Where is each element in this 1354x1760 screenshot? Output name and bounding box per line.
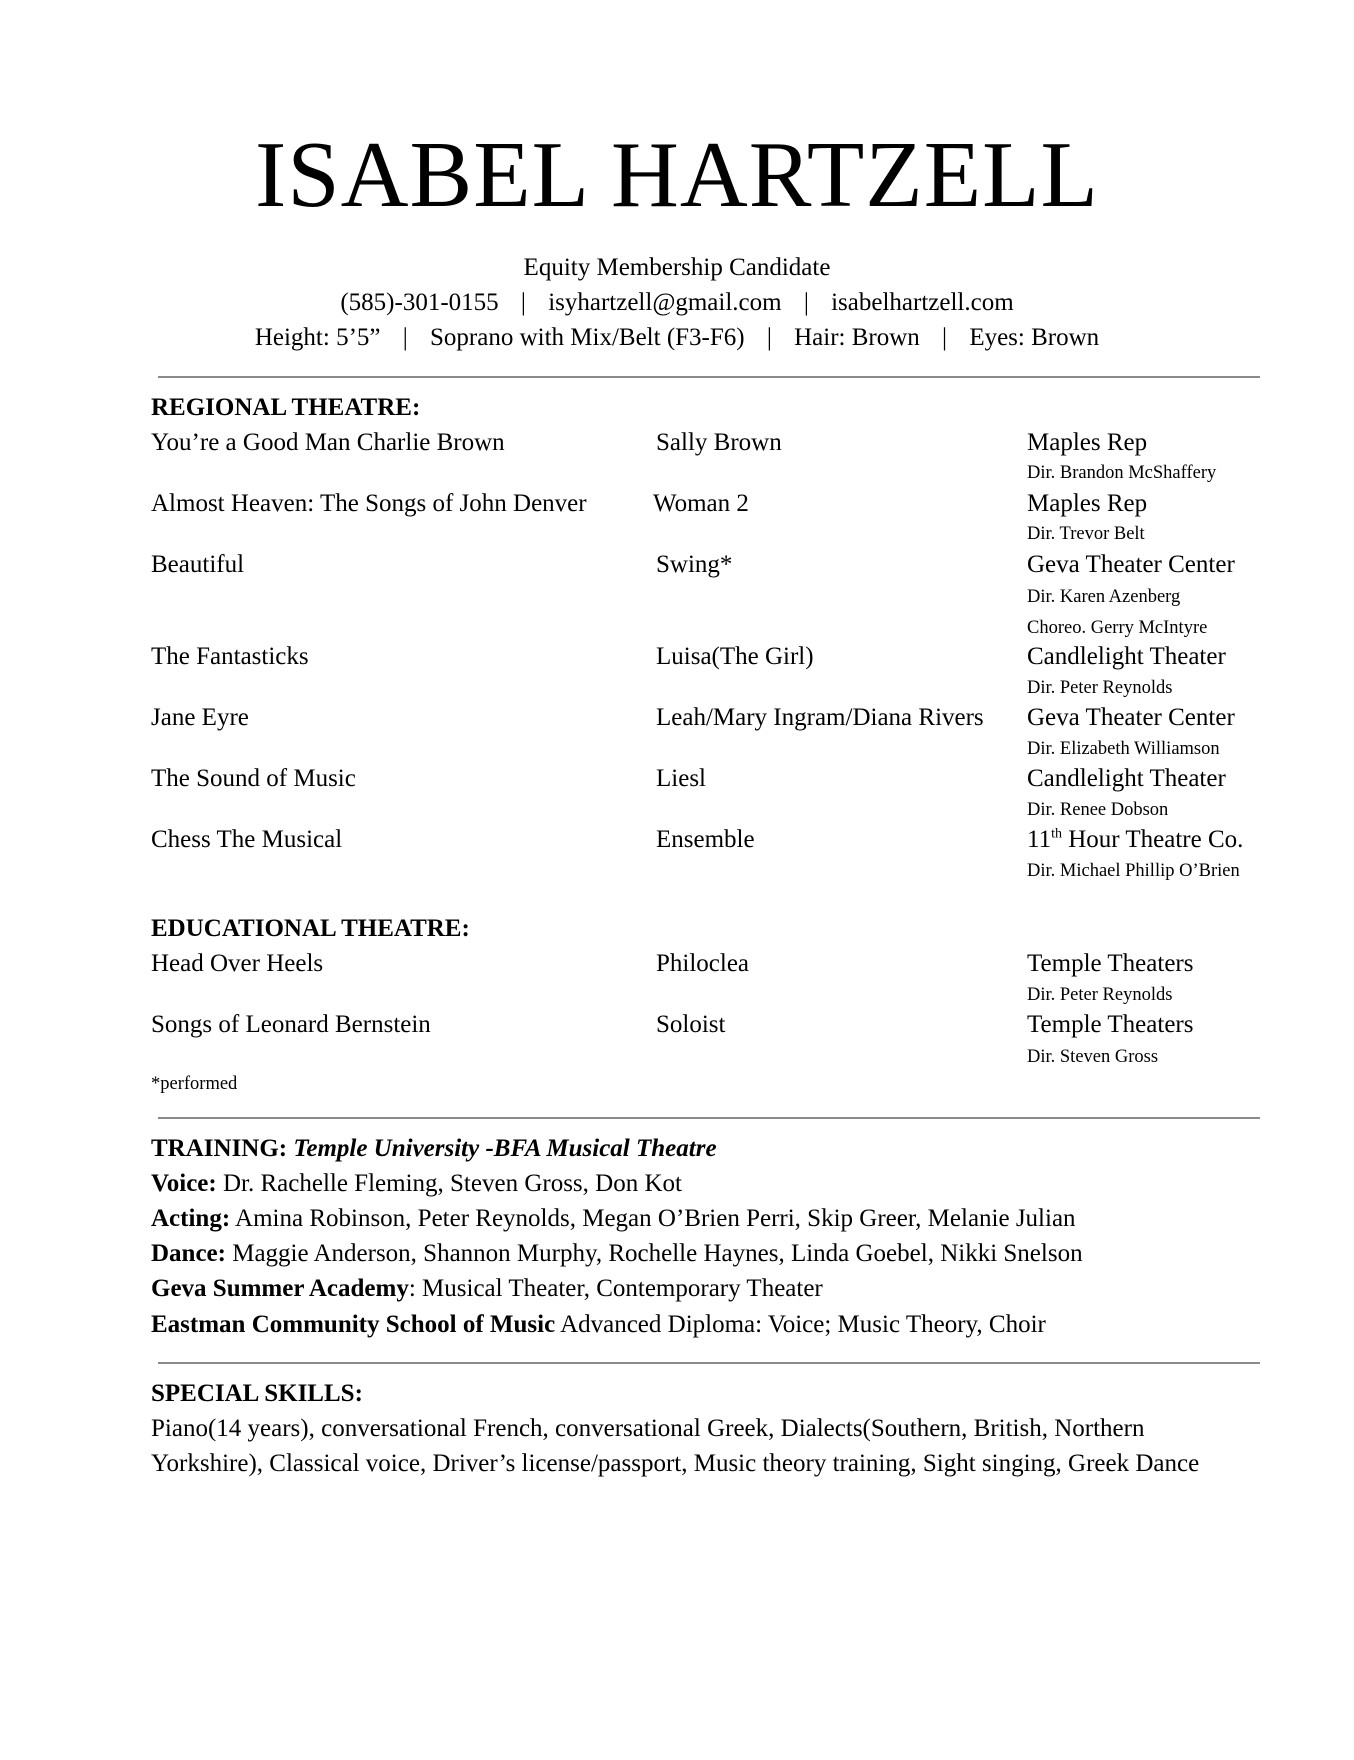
training-school: Temple University -BFA Musical Theatre xyxy=(293,1135,717,1162)
divider xyxy=(158,1362,1260,1364)
role: Woman 2 xyxy=(653,490,749,517)
voice-teachers: Dr. Rachelle Fleming, Steven Gross, Don Kot xyxy=(222,1170,682,1197)
geva-courses: : Musical Theater, Contemporary Theater xyxy=(408,1275,823,1302)
director-credit: Dir. Renee Dobson xyxy=(1027,800,1169,820)
director-credit: Dir. Karen Azenberg xyxy=(1027,587,1181,607)
show-title: Beautiful xyxy=(151,551,245,578)
dance-label: Dance: xyxy=(151,1240,226,1267)
show-title: The Fantasticks xyxy=(151,643,309,670)
director-credit: Dir. Peter Reynolds xyxy=(1027,985,1173,1005)
equity-status: Equity Membership Candidate xyxy=(523,254,831,281)
show-title: Almost Heaven: The Songs of John Denver xyxy=(151,490,587,517)
show-title: The Sound of Music xyxy=(151,765,356,792)
venue: Candlelight Theater xyxy=(1027,643,1226,670)
training-heading: TRAINING: xyxy=(151,1135,288,1162)
separator: | xyxy=(766,324,772,351)
venue xyxy=(1027,825,1243,855)
special-skills-heading: SPECIAL SKILLS: xyxy=(151,1380,363,1407)
role: Soloist xyxy=(656,1011,726,1038)
footnote: *performed xyxy=(151,1074,238,1094)
role: Philoclea xyxy=(656,950,750,977)
venue-number: 11 xyxy=(1027,826,1052,853)
voice-type-stat: Soprano with Mix/Belt (F3-F6) xyxy=(430,324,745,351)
separator: | xyxy=(803,289,809,316)
role: Luisa(The Girl) xyxy=(656,643,814,670)
dance-teachers: Maggie Anderson, Shannon Murphy, Rochelle Haynes, Linda Goebel, Nikki Snelson xyxy=(232,1240,1083,1267)
geva-label: Geva Summer Academy xyxy=(151,1275,409,1302)
divider xyxy=(158,1117,1260,1119)
eastman-training xyxy=(151,1310,1046,1340)
show-title: Head Over Heels xyxy=(151,950,324,977)
divider xyxy=(158,376,1260,378)
acting-teachers: Amina Robinson, Peter Reynolds, Megan O’Brien Perri, Skip Greer, Melanie Julian xyxy=(235,1205,1076,1232)
ordinal-suffix: th xyxy=(1051,826,1062,842)
show-title: Jane Eyre xyxy=(151,704,249,731)
show-title: Chess The Musical xyxy=(151,826,343,853)
director-credit: Dir. Brandon McShaffery xyxy=(1027,463,1217,483)
role: Ensemble xyxy=(656,826,755,853)
stats-line xyxy=(0,323,1354,353)
role: Sally Brown xyxy=(656,429,782,456)
choreographer-credit: Choreo. Gerry McIntyre xyxy=(1027,618,1208,638)
acting-training xyxy=(151,1204,1076,1234)
eyes-stat: Eyes: Brown xyxy=(969,324,1100,351)
geva-training xyxy=(151,1274,823,1304)
voice-label: Voice: xyxy=(151,1170,217,1197)
director-credit: Dir. Peter Reynolds xyxy=(1027,678,1173,698)
director-credit: Dir. Steven Gross xyxy=(1027,1047,1159,1067)
venue: Maples Rep xyxy=(1027,429,1148,456)
hair-stat: Hair: Brown xyxy=(794,324,920,351)
venue: Temple Theaters xyxy=(1027,950,1194,977)
acting-label: Acting: xyxy=(151,1205,231,1232)
venue: Geva Theater Center xyxy=(1027,551,1235,578)
contact-line xyxy=(0,288,1354,318)
phone-number: (585)-301-0155 xyxy=(340,289,499,316)
skills-line: Piano(14 years), conversational French, conversational Greek, Dialects(Southern, British, Northern xyxy=(151,1415,1145,1442)
venue: Geva Theater Center xyxy=(1027,704,1235,731)
director-credit: Dir. Elizabeth Williamson xyxy=(1027,739,1220,759)
role: Liesl xyxy=(656,765,706,792)
venue-name: Hour Theatre Co. xyxy=(1061,826,1244,853)
training-line xyxy=(151,1134,717,1164)
separator: | xyxy=(402,324,408,351)
voice-training xyxy=(151,1169,682,1199)
website-link[interactable]: isabelhartzell.com xyxy=(831,289,1014,316)
email-link[interactable]: isyhartzell@gmail.com xyxy=(548,289,782,316)
regional-theatre-heading: REGIONAL THEATRE: xyxy=(151,394,421,421)
show-title: You’re a Good Man Charlie Brown xyxy=(151,429,505,456)
venue: Maples Rep xyxy=(1027,490,1148,517)
separator: | xyxy=(942,324,948,351)
skills-line: Yorkshire), Classical voice, Driver’s license/passport, Music theory training, Sight singing, Greek Dance xyxy=(151,1450,1200,1477)
role: Swing* xyxy=(656,551,733,578)
venue: Temple Theaters xyxy=(1027,1011,1194,1038)
role: Leah/Mary Ingram/Diana Rivers xyxy=(656,704,984,731)
show-title: Songs of Leonard Bernstein xyxy=(151,1011,431,1038)
educational-theatre-heading: EDUCATIONAL THEATRE: xyxy=(151,915,470,942)
director-credit: Dir. Trevor Belt xyxy=(1027,524,1145,544)
height-stat: Height: 5’5” xyxy=(254,324,381,351)
venue: Candlelight Theater xyxy=(1027,765,1226,792)
eastman-courses: Advanced Diploma: Voice; Music Theory, Choir xyxy=(560,1311,1046,1338)
resume-name: ISABEL HARTZELL xyxy=(255,123,1099,227)
separator: | xyxy=(520,289,526,316)
eastman-label: Eastman Community School of Music xyxy=(151,1311,556,1338)
director-credit: Dir. Michael Phillip O’Brien xyxy=(1027,861,1240,881)
dance-training xyxy=(151,1239,1083,1269)
